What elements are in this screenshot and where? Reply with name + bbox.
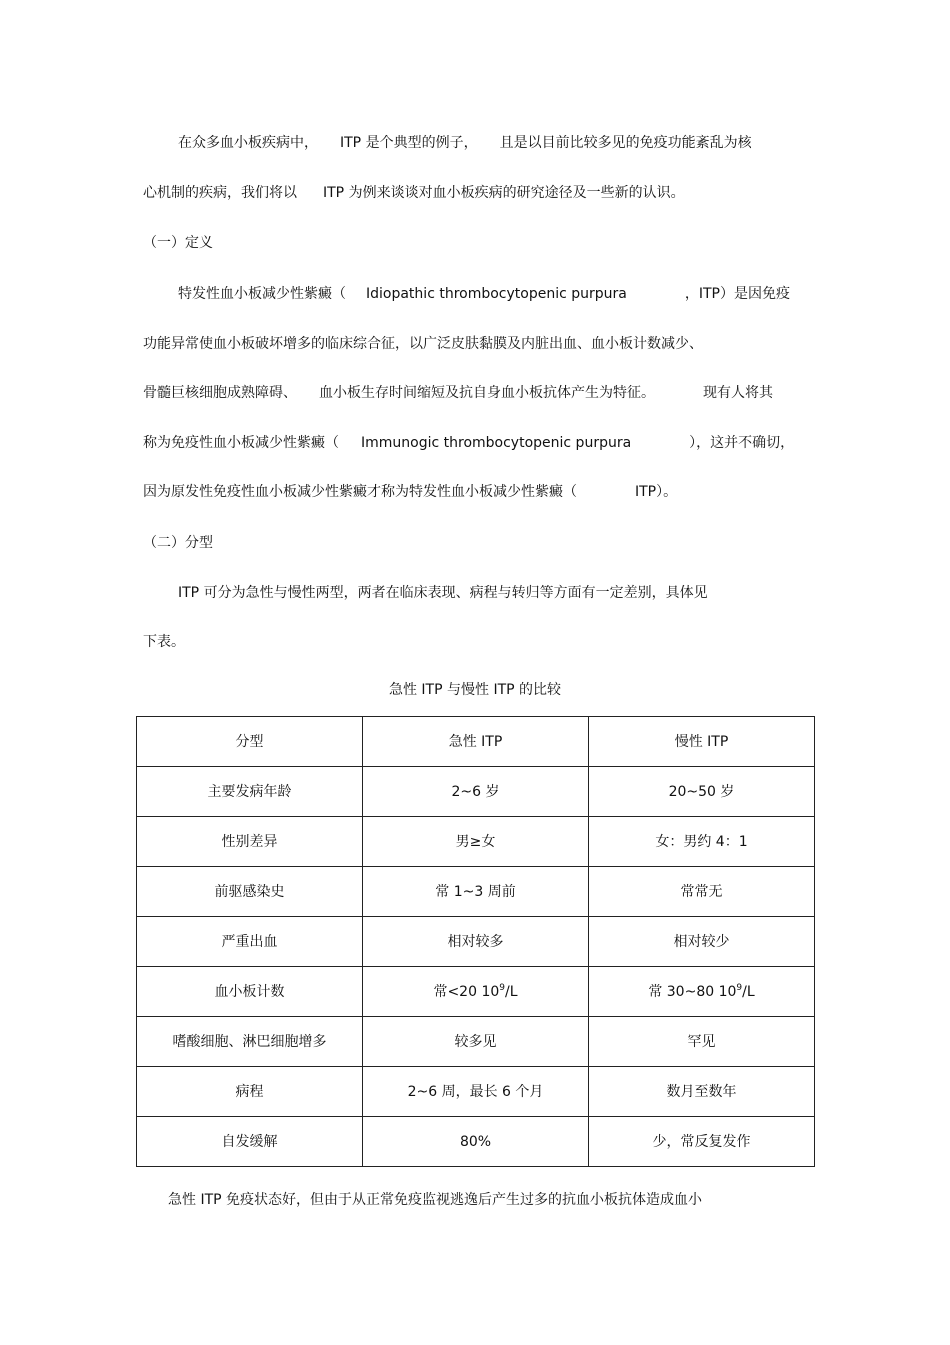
para2-line3 <box>143 383 773 403</box>
para2-text-j: ），这并不确切， <box>689 435 795 451</box>
platelet-acute-unit: /L <box>505 983 518 1000</box>
table-row <box>137 967 815 1017</box>
para3-line2: 下表。 <box>143 634 185 650</box>
para1-line2 <box>143 183 685 203</box>
para4-line1: 急性 ITP 免疫状态好，但由于从正常免疫监视逃逸后产生过多的抗血小板抗体造成血小 <box>168 1192 703 1208</box>
table-row <box>137 917 815 967</box>
header-cell-chronic: 慢性 ITP <box>589 717 815 767</box>
para2-text-g: 现有人将其 <box>703 385 773 401</box>
row-label: 病程 <box>137 1067 363 1117</box>
para1-text-a: 在众多血小板疾病中， <box>178 135 318 151</box>
para2-text-k: 因为原发性免疫性血小板减少性紫癜才称为特发性血小板减少性紫癜（ <box>143 484 577 500</box>
platelet-chronic-value: 常 30~80 10 <box>648 983 737 1000</box>
table-header-row <box>137 717 815 767</box>
para2-line1 <box>178 284 790 304</box>
para2-line5 <box>143 482 677 502</box>
chronic-cell: 罕见 <box>589 1017 815 1067</box>
row-label: 嗜酸细胞、淋巴细胞增多 <box>137 1017 363 1067</box>
acute-cell: 男≥女 <box>363 817 589 867</box>
acute-cell: 相对较多 <box>363 917 589 967</box>
acute-cell-platelet <box>363 967 589 1017</box>
row-label: 自发缓解 <box>137 1117 363 1167</box>
para2-text-i: Immunogic thrombocytopenic purpura <box>361 435 632 451</box>
row-label: 前驱感染史 <box>137 867 363 917</box>
para3-line1: ITP 可分为急性与慢性两型，两者在临床表现、病程与转归等方面有一定差别，具体见 <box>178 585 708 601</box>
row-label: 血小板计数 <box>137 967 363 1017</box>
platelet-chronic-exponent: 9 <box>736 982 743 993</box>
para2-text-l: ITP）。 <box>635 484 678 500</box>
acute-cell: 80% <box>363 1117 589 1167</box>
itp-comparison-table <box>136 716 815 1167</box>
chronic-cell: 20~50 岁 <box>589 767 815 817</box>
para2-text-f: 血小板生存时间缩短及抗自身血小板抗体产生为特征。 <box>319 385 655 401</box>
platelet-acute-value: 常<20 10 <box>433 983 500 1000</box>
para1-text-d: 心机制的疾病，我们将以 <box>143 185 297 201</box>
chronic-cell-platelet <box>589 967 815 1017</box>
platelet-acute-exponent: 9 <box>499 982 505 993</box>
chronic-cell: 相对较少 <box>589 917 815 967</box>
platelet-chronic-unit: /L <box>742 983 755 1000</box>
para2-line4 <box>143 433 794 453</box>
section-heading-classification: （二）分型 <box>143 535 213 551</box>
para1-text-b: ITP 是个典型的例子， <box>340 135 478 151</box>
para2-text-h: 称为免疫性血小板减少性紫癜（ <box>143 435 339 451</box>
table-row <box>137 1017 815 1067</box>
para2-line2: 功能异常使血小板破坏增多的临床综合征，以广泛皮肤黏膜及内脏出血、血小板计数减少、 <box>143 336 703 352</box>
chronic-cell: 女：男约 4：1 <box>589 817 815 867</box>
section-heading-definition: （一）定义 <box>143 235 213 251</box>
chronic-cell: 常常无 <box>589 867 815 917</box>
table-row <box>137 867 815 917</box>
para1-line1 <box>178 133 752 153</box>
table-row <box>137 817 815 867</box>
table-row <box>137 1117 815 1167</box>
table-row <box>137 767 815 817</box>
row-label: 主要发病年龄 <box>137 767 363 817</box>
acute-cell: 2~6 岁 <box>363 767 589 817</box>
para2-text-b: Idiopathic thrombocytopenic purpura <box>366 286 627 302</box>
para2-text-e: 骨髓巨核细胞成熟障碍、 <box>143 385 297 401</box>
header-cell-acute: 急性 ITP <box>363 717 589 767</box>
para2-text-a: 特发性血小板减少性紫癜（ <box>178 286 346 302</box>
para1-text-e: ITP 为例来谈谈对血小板疾病的研究途径及一些新的认识。 <box>323 185 685 201</box>
acute-cell: 较多见 <box>363 1017 589 1067</box>
row-label: 性别差异 <box>137 817 363 867</box>
table-row <box>137 1067 815 1117</box>
header-cell-type: 分型 <box>137 717 363 767</box>
table-caption: 急性 ITP 与慢性 ITP 的比较 <box>388 682 562 698</box>
acute-cell: 2~6 周，最长 6 个月 <box>363 1067 589 1117</box>
chronic-cell: 少，常反复发作 <box>589 1117 815 1167</box>
acute-cell: 常 1~3 周前 <box>363 867 589 917</box>
row-label: 严重出血 <box>137 917 363 967</box>
para1-text-c: 且是以目前比较多见的免疫功能紊乱为核 <box>499 135 752 151</box>
para2-text-c: ，ITP）是因免疫 <box>684 286 790 302</box>
chronic-cell: 数月至数年 <box>589 1067 815 1117</box>
